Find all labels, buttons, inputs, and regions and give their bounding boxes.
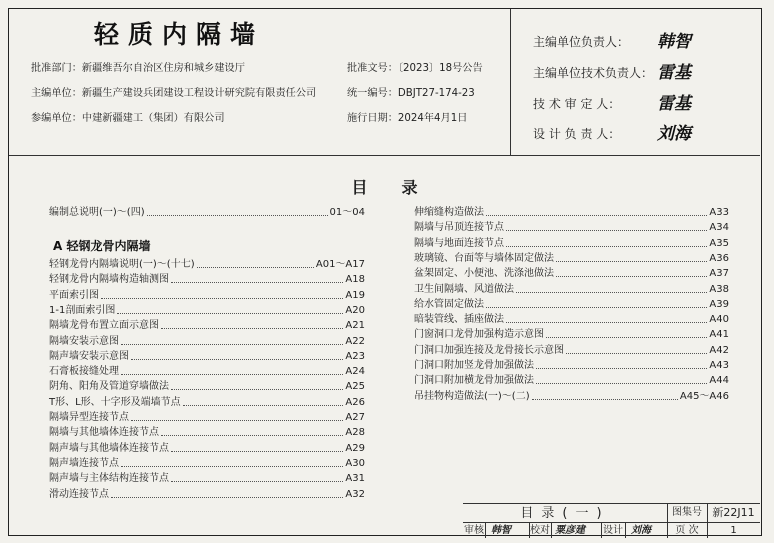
toc-entry[interactable] [414, 252, 729, 266]
toc-entry-page: A43 [709, 360, 729, 371]
cell-divider [551, 522, 552, 538]
toc-entry[interactable] [414, 390, 729, 404]
co-unit: 参编单位：中建新疆建工（集团）有限公司 [31, 113, 225, 124]
leader-dots [171, 380, 343, 390]
toc-entry-label: 隔声墙安装示意图 [49, 350, 129, 362]
check-label: 校对 [530, 525, 550, 536]
toc-entry-label: 给水管固定做法 [414, 298, 484, 310]
atlas-label: 图集号 [672, 507, 702, 518]
signature-image: 刘海 [657, 124, 691, 144]
toc-entry-label: 隔声墙连接节点 [49, 457, 119, 469]
toc-entry-label: 轻钢龙骨内隔墙说明(一)～(十七) [49, 259, 195, 270]
toc-entry[interactable] [414, 313, 729, 327]
toc-entry-label: 隔墙与吊顶连接节点 [414, 222, 504, 234]
toc-entry-label: 隔墙安装示意图 [49, 335, 119, 347]
toc-entry[interactable] [49, 289, 365, 303]
leader-dots [506, 313, 707, 323]
signature-label: 主编单位技术负责人： [533, 66, 654, 80]
leader-dots [546, 328, 707, 338]
leader-dots [556, 252, 707, 262]
leader-dots [556, 267, 707, 277]
leader-dots [171, 273, 343, 283]
toc-entry-page: A28 [345, 427, 365, 439]
toc-entry-page: A29 [345, 442, 365, 454]
leader-dots [486, 206, 707, 216]
toc-entry[interactable] [49, 319, 365, 333]
toc-entry-label: 吊挂物构造做法(一)～(二) [414, 390, 530, 402]
toc-entry[interactable] [414, 283, 729, 297]
toc-entry-page: 01～04 [329, 207, 365, 218]
toc-entry[interactable] [414, 298, 729, 312]
page-number: 1 [730, 525, 737, 536]
toc-entry[interactable] [414, 206, 729, 220]
toc-entry-page: A21 [345, 320, 365, 332]
toc-entry-label: 门洞口附加竖龙骨加强做法 [414, 360, 534, 371]
chief-unit: 主编单位：新疆生产建设兵团建设工程设计研究院有限责任公司 [31, 88, 317, 99]
check-signature: 粟彦建 [555, 525, 585, 536]
leader-dots [536, 359, 707, 369]
cell-divider [625, 522, 626, 538]
approval-no: 批准文号：〔2023〕18号公告 [347, 63, 483, 74]
header-divider [510, 9, 511, 155]
design-label: 设计 [603, 525, 623, 536]
toc-entry-general[interactable] [49, 206, 365, 220]
toc-entry-label: 隔墙与地面连接节点 [414, 237, 504, 249]
toc-entry[interactable] [49, 258, 365, 272]
toc-entry-page: A41 [709, 329, 729, 341]
leader-dots [161, 319, 343, 329]
leader-dots [171, 442, 343, 452]
design-signature: 刘海 [631, 525, 651, 536]
toc-entry-label: 门窗洞口龙骨加强构造示意图 [414, 329, 544, 341]
toc-entry[interactable] [414, 328, 729, 342]
leader-dots [161, 426, 343, 436]
atlas-number: 新22J11 [712, 506, 755, 519]
sheet-name: 目录(一) [463, 504, 668, 522]
toc-entry[interactable] [49, 472, 365, 486]
leader-dots [131, 350, 343, 360]
approval-dept: 批准部门：新疆维吾尔自治区住房和城乡建设厅 [31, 63, 245, 74]
toc-entry[interactable] [414, 237, 729, 251]
signature-label: 主编单位负责人： [533, 35, 630, 49]
toc-entry-page: A37 [709, 268, 729, 280]
page-label: 页 次 [675, 525, 699, 536]
leader-dots [121, 335, 343, 345]
toc-entry-page: A35 [709, 237, 729, 249]
toc-entry-page: A19 [345, 289, 365, 301]
toc-entry[interactable] [49, 335, 365, 349]
toc-entry-page: A24 [345, 366, 365, 378]
toc-entry-page: A26 [345, 396, 365, 408]
signature-image: 雷基 [657, 63, 691, 83]
toc-entry-page: A27 [345, 412, 365, 423]
toc-entry-page: A45～A46 [679, 390, 729, 402]
leader-dots [183, 396, 344, 406]
leader-dots [566, 344, 707, 354]
toc-entry-page: A22 [345, 335, 365, 347]
leader-dots [111, 488, 343, 498]
toc-entry-page: A33 [709, 207, 729, 218]
toc-entry[interactable] [49, 304, 365, 318]
leader-dots [506, 221, 707, 231]
toc-entry[interactable] [414, 374, 729, 388]
toc-entry[interactable] [49, 273, 365, 287]
toc-entry-label: 盆架固定、小便池、洗涤池做法 [414, 268, 554, 280]
toc-entry[interactable] [49, 457, 365, 471]
toc-entry-label: 卫生间隔墙、风道做法 [414, 283, 514, 295]
signature-label: 技 术 审 定 人： [533, 97, 621, 111]
toc-title: 目录 [351, 178, 452, 197]
toc-entry-label: 隔墙与其他墙体连接节点 [49, 427, 159, 439]
toc-entry[interactable] [414, 221, 729, 235]
toc-entry-label: 滑动连接节点 [49, 488, 109, 500]
toc-entry[interactable] [49, 488, 365, 502]
toc-entry[interactable] [49, 396, 365, 410]
toc-entry-label: 门洞口加强连接及龙骨接长示意图 [414, 344, 564, 356]
toc-entry-page: A31 [345, 473, 365, 485]
toc-entry[interactable] [49, 426, 365, 440]
toc-entry-page: A30 [345, 457, 365, 469]
section-heading: A 轻钢龙骨内隔墙 [53, 239, 151, 253]
toc-entry[interactable] [49, 365, 365, 379]
leader-dots [486, 298, 707, 308]
leader-dots [536, 374, 707, 384]
toc-entry-label: 1-1剖面索引图 [49, 304, 116, 316]
toc-entry[interactable] [49, 380, 365, 394]
toc-entry-label: 石膏板接缝处理 [49, 366, 119, 378]
review-label: 审核 [464, 525, 484, 536]
toc-entry[interactable] [414, 359, 729, 373]
toc-entry-label: 编制总说明(一)～(四) [49, 207, 145, 218]
toc-entry-label: T形、L形、十字形及端墙节点 [49, 396, 181, 408]
toc-entry-label: 阴角、阳角及管道穿墙做法 [49, 381, 169, 393]
toc-entry[interactable] [414, 267, 729, 281]
title-block [463, 503, 760, 538]
toc-entry-page: A38 [709, 283, 729, 295]
toc-entry-label: 隔声墙与其他墙体连接节点 [49, 442, 169, 454]
toc-entry-label: 隔墙龙骨布置立面示意图 [49, 320, 159, 332]
toc-entry-label: 门洞口附加横龙骨加强做法 [414, 375, 534, 387]
leader-dots [121, 457, 343, 467]
signature-label: 设 计 负 责 人： [533, 127, 621, 141]
toc-entry-label: 暗装管线、插座做法 [414, 314, 504, 326]
sheet-frame [8, 8, 762, 536]
toc-entry-label: 平面索引图 [49, 289, 99, 301]
leader-dots [121, 365, 343, 375]
leader-dots [506, 237, 707, 247]
toc-entry-page: A44 [709, 375, 729, 387]
toc-entry-page: A23 [345, 350, 365, 362]
toc-entry-label: 轻钢龙骨内隔墙构造轴测图 [49, 274, 169, 286]
toc-entry[interactable] [49, 442, 365, 456]
toc-entry-label: 玻璃镜、台面等与墙体固定做法 [414, 252, 554, 264]
leader-dots [171, 472, 343, 482]
header-block [9, 9, 760, 156]
toc-entry[interactable] [414, 344, 729, 358]
cell-divider [485, 522, 486, 538]
leader-dots [117, 304, 343, 314]
toc-entry-page: A36 [709, 252, 729, 264]
leader-dots [131, 411, 343, 421]
review-signature: 韩智 [491, 525, 511, 536]
toc-entry-page: A18 [345, 274, 365, 286]
toc-entry-page: A32 [345, 488, 365, 500]
toc-entry-label: 隔声墙与主体结构连接节点 [49, 473, 169, 485]
toc-entry-label: 伸缩缝构造做法 [414, 207, 484, 218]
effective-date: 施行日期：2024年4月1日 [347, 113, 468, 124]
toc-entry-page: A01～A17 [315, 259, 365, 270]
toc-entry-page: A40 [709, 314, 729, 326]
leader-dots [147, 206, 328, 216]
leader-dots [197, 258, 314, 268]
unified-no: 统一编号：DBJT27-174-23 [347, 88, 475, 99]
toc-entry-page: A42 [709, 344, 729, 356]
toc-entry[interactable] [49, 350, 365, 364]
toc-entry-page: A39 [709, 298, 729, 310]
toc-entry-page: A34 [709, 222, 729, 234]
toc-entry-page: A20 [345, 304, 365, 316]
toc-entry-page: A25 [345, 381, 365, 393]
signature-image: 雷基 [657, 94, 691, 114]
toc-entry-label: 隔墙异型连接节点 [49, 412, 129, 423]
leader-dots [101, 289, 343, 299]
toc-entry[interactable] [49, 411, 365, 425]
leader-dots [532, 390, 678, 400]
document-title: 轻质内隔墙 [93, 20, 264, 49]
signature-image: 韩智 [657, 32, 691, 52]
leader-dots [516, 283, 707, 293]
